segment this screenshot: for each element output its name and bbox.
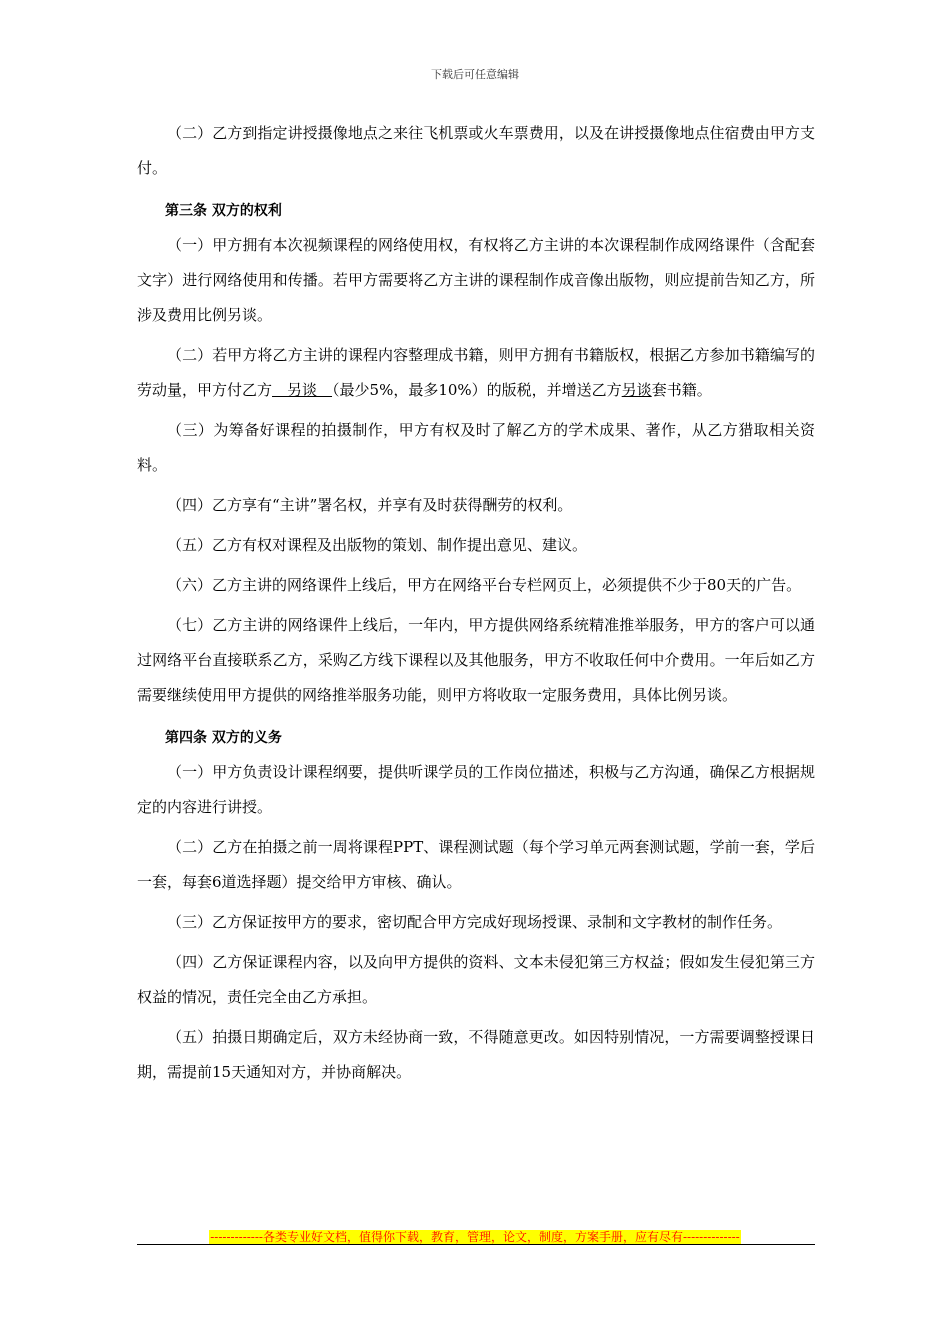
section-heading: 第三条 双方的权利: [165, 203, 282, 219]
paragraph: （五）拍摄日期确定后，双方未经协商一致，不得随意更改。如因特别情况，一方需要调整授课日期，需提前15天通知对方，并协商解决。: [137, 1028, 815, 1081]
section-heading: 第四条 双方的义务: [165, 730, 282, 746]
paragraph: （四）乙方享有“主讲”署名权，并享有及时获得酬劳的权利。: [167, 496, 573, 514]
paragraph: （六）乙方主讲的网络课件上线后，甲方在网络平台专栏网页上，必须提供不少于80天的广告。: [167, 576, 802, 594]
paragraph: （二）乙方到指定讲授摄像地点之来往飞机票或火车票费用，以及在讲授摄像地点住宿费由甲方支付。: [137, 124, 815, 177]
footer-banner: [0, 1226, 950, 1245]
footer-banner-text: -------------各类专业好文档，值得你下载，教育，管理，论文，制度，方案手册，应有尽有--------------: [210, 1230, 740, 1244]
paragraph: [137, 338, 815, 408]
underlined-blank: 另谈: [621, 381, 652, 399]
document-body: [137, 116, 815, 1095]
paragraph: （一）甲方拥有本次视频课程的网络使用权，有权将乙方主讲的本次课程制作成网络课件（含配套文字）进行网络使用和传播。若甲方需要将乙方主讲的课程制作成音像出版物，则应提前告知乙方，所涉及费用比例另谈。: [137, 236, 815, 324]
text-segment: 套书籍。: [651, 381, 712, 399]
paragraph: （三）乙方保证按甲方的要求，密切配合甲方完成好现场授课、录制和文字教材的制作任务。: [167, 913, 783, 931]
paragraph: （二）乙方在拍摄之前一周将课程PPT、课程测试题（每个学习单元两套测试题，学前一套，学后一套，每套6道选择题）提交给甲方审核、确认。: [137, 838, 815, 891]
underlined-blank: 另谈: [272, 381, 333, 399]
text-segment: （二）若甲方将乙方主讲的课程内容整理成书籍，则甲方拥有书籍版权，根据乙方参加书籍编写的劳动量，甲方付乙方: [137, 346, 815, 399]
text-segment: （最少5%，最多10%）的版税，并增送乙方: [332, 381, 622, 399]
footer-divider: [137, 1244, 815, 1245]
page-header: 下载后可任意编辑: [431, 68, 519, 81]
paragraph: （三）为筹备好课程的拍摄制作，甲方有权及时了解乙方的学术成果、著作，从乙方猎取相关资料。: [137, 421, 815, 474]
paragraph: （五）乙方有权对课程及出版物的策划、制作提出意见、建议。: [167, 536, 588, 554]
paragraph: （四）乙方保证课程内容，以及向甲方提供的资料、文本未侵犯第三方权益；假如发生侵犯第三方权益的情况，责任完全由乙方承担。: [137, 953, 815, 1006]
paragraph: （七）乙方主讲的网络课件上线后，一年内，甲方提供网络系统精准推举服务，甲方的客户可以通过网络平台直接联系乙方，采购乙方线下课程以及其他服务，甲方不收取任何中介费用。一年后如乙方需要继续使用甲方提供的网络推举服务功能，则甲方将收取一定服务费用，具体比例另谈。: [137, 616, 815, 704]
paragraph: （一）甲方负责设计课程纲要，提供听课学员的工作岗位描述，积极与乙方沟通，确保乙方根据规定的内容进行讲授。: [137, 763, 815, 816]
